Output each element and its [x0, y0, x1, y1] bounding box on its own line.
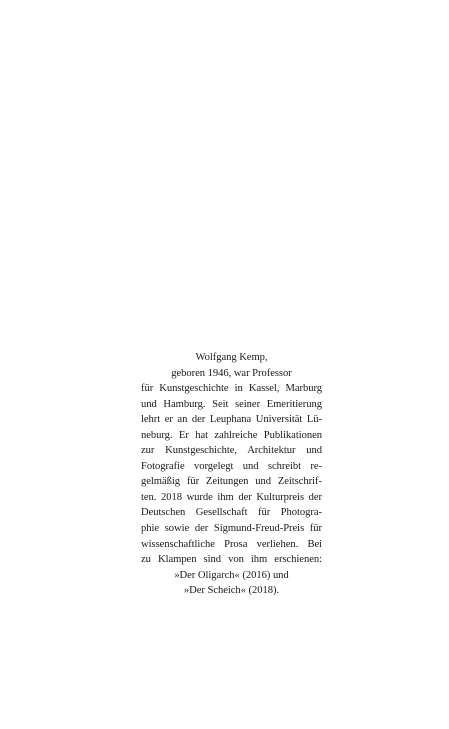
author-bio — [141, 350, 322, 599]
bio-line-15: »Der Oligarch« (2016) und — [174, 569, 289, 581]
bio-line-9: gelmäßig für Zeitungen und Zeitschrif- — [141, 476, 322, 488]
bio-line-13: wissenschaftliche Prosa verliehen. Bei — [141, 538, 322, 550]
bio-line-3: für Kunstgeschichte in Kassel, Marburg — [141, 383, 322, 395]
bio-line-5: lehrt er an der Leuphana Universität Lü- — [141, 414, 322, 426]
bio-line-12: phie sowie der Sigmund-Freud-Preis für — [141, 523, 322, 535]
bio-line-1: Wolfgang Kemp, — [195, 352, 268, 363]
bio-line-7: zur Kunstgeschichte, Architektur und — [141, 445, 322, 457]
bio-line-6: neburg. Er hat zahlreiche Publikationen — [141, 429, 322, 441]
bio-line-8: Fotografie vorgelegt und schreibt re- — [141, 460, 322, 472]
bio-line-11: Deutschen Gesellschaft für Photogra- — [141, 507, 322, 519]
bio-line-16: »Der Scheich« (2018). — [183, 585, 280, 597]
bio-line-2: geboren 1946, war Professor — [171, 367, 292, 379]
bio-line-4: und Hamburg. Seit seiner Emeritierung — [141, 398, 322, 410]
bio-line-14: zu Klampen sind von ihm erschienen: — [141, 554, 322, 566]
bio-line-10: ten. 2018 wurde ihm der Kulturpreis der — [141, 491, 322, 503]
